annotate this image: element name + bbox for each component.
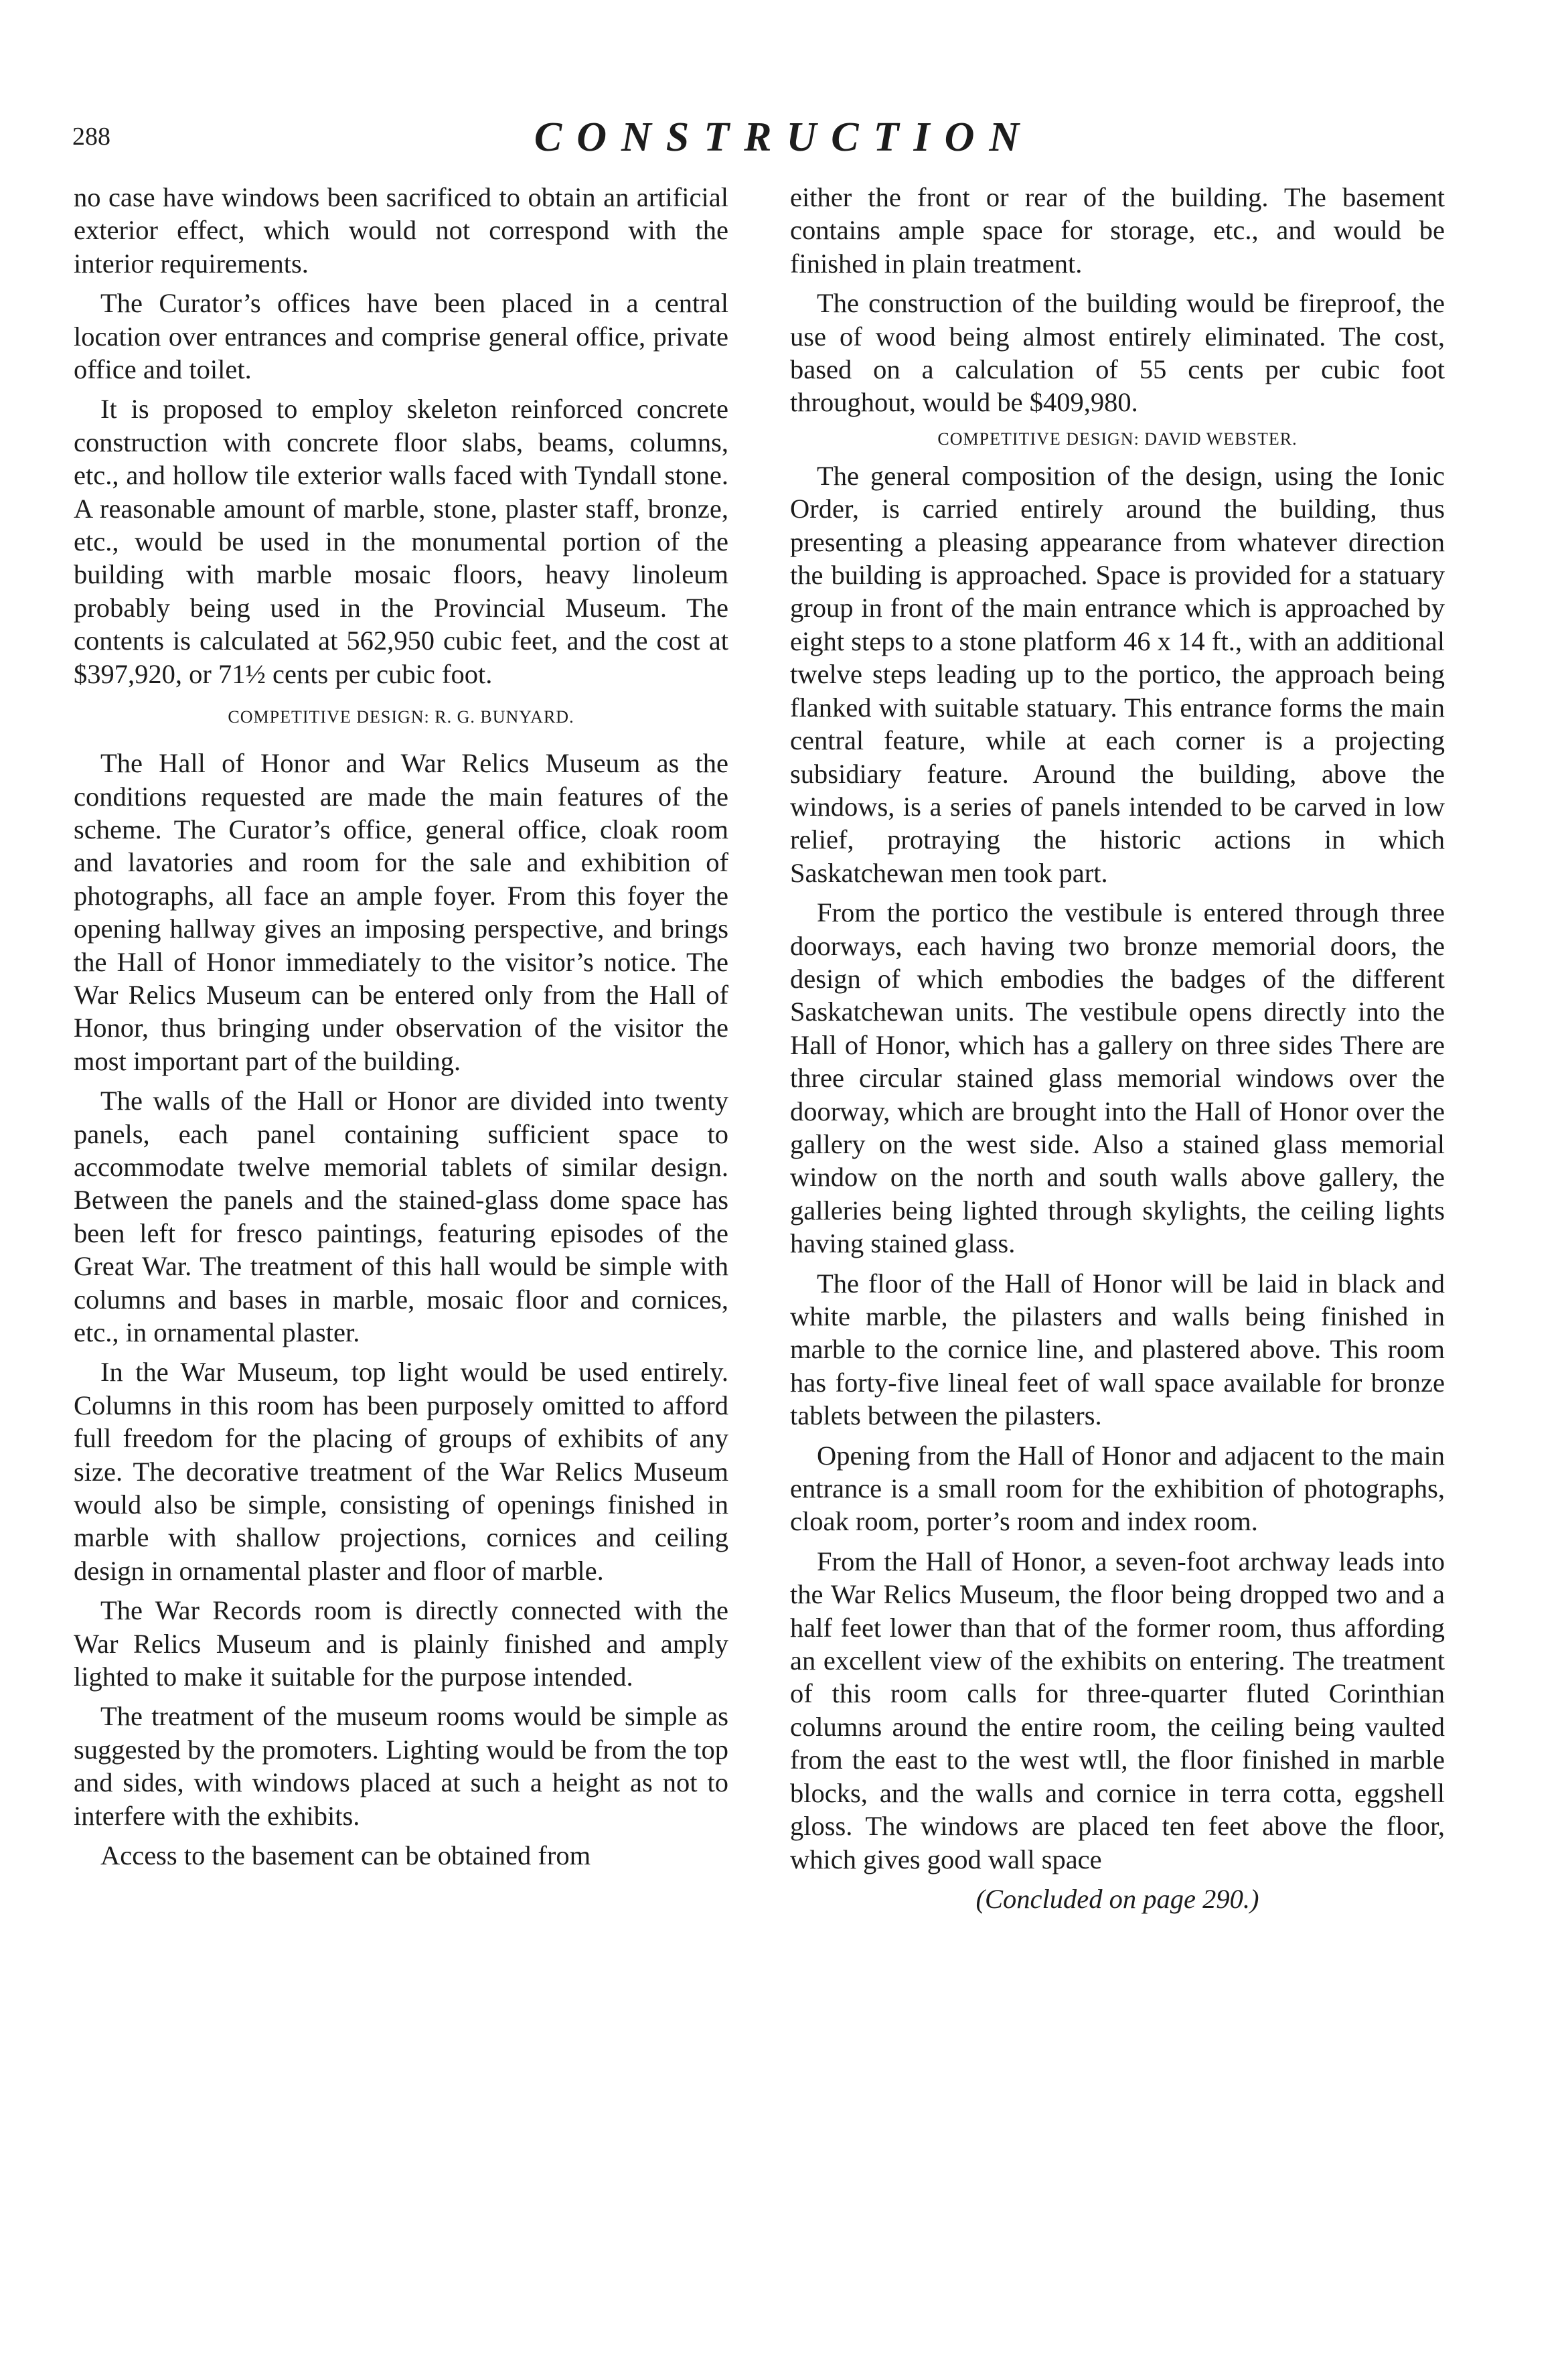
paragraph: In the War Museum, top light would be used entirely. Columns in this room has been purposely omitted to afford full freedom for the placing of groups of exhibits of any size. The decorative treatment of the War Relics Museum would also be simple, consisting of openings finished in marble with shallow projections, cornices and ceiling design in ornamental plaster and floor of marble. [74, 1357, 728, 1586]
page-number: 288 [72, 123, 110, 151]
paragraph: either the front or rear of the building. The basement contains ample space for storage, etc., and would be finished in plain treatment. [790, 182, 1445, 279]
paragraph: The walls of the Hall or Honor are divided into twenty panels, each panel containing sufficient space to accommodate twelve memorial tablets of similar design. Between the panels and the stained-glass dome space has been left for fresco paintings, featuring episodes of the Great War. The treatment of this hall would be simple with columns and bases in marble, mosaic floor and cornices, etc., in ornamental plaster. [74, 1086, 728, 1347]
paragraph: The construction of the building would be fireproof, the use of wood being almost entirely eliminated. The cost, based on a calculation of 55 cents per cubic foot throughout, would be $409,980. [790, 288, 1445, 418]
continuation-note-text: (Concluded on page 290.) [975, 1883, 1259, 1914]
paragraph: The floor of the Hall of Honor will be laid in black and white marble, the pilasters and walls being finished in marble to the cornice line, and plastered above. This room has forty-five lineal feet of wall space available for bronze tablets between the pilasters. [790, 1268, 1445, 1431]
paragraph: no case have windows been sacrificed to obtain an artificial exterior effect, which would not correspond with the interior requirements. [74, 182, 728, 279]
paragraph: The Curator’s offices have been placed in a central location over entrances and comprise general office, private office and toilet. [74, 288, 728, 385]
paragraph: The general composition of the design, using the Ionic Order, is carried entirely around the building, thus presenting a pleasing appearance from whatever direction the building is approached. Space is provided for a statuary group in front of the main entrance which is approached by eight steps to a stone platform 46 x 14 ft., with an additional twelve steps leading up to the portico, the approach being flanked with suitable statuary. This entrance forms the main central feature, while at each corner is a projecting subsidiary feature. Around the building, above the windows, is a series of panels intended to be carved in low relief, protraying the historic actions in which Saskatchewan men took part. [790, 460, 1445, 888]
right-column [790, 181, 1445, 1922]
section-heading: COMPETITIVE DESIGN: DAVID WEBSTER. [937, 429, 1298, 449]
continuation-note [790, 1883, 1445, 1915]
paragraph: Access to the basement can be obtained from [100, 1840, 591, 1871]
paragraph: From the portico the vestibule is entered through three doorways, each having two bronze memorial doors, the design of which embodies the badges of the different Saskatchewan units. The vestibule opens directly into the Hall of Honor, which has a gallery on three sides There are three circular stained glass memorial windows over the doorway, which are brought into the Hall of Honor over the gallery on the west side. Also a stained glass memorial window on the north and south walls above gallery, the galleries being lighted through skylights, the ceiling lights having stained glass. [790, 897, 1445, 1259]
running-title: CONSTRUCTION [534, 115, 1034, 160]
paragraph: From the Hall of Honor, a seven-foot archway leads into the War Relics Museum, the floor being dropped two and a half feet lower than that of the former room, thus affording an excellent view of the exhibits on entering. The treatment of this room calls for three-quarter fluted Corinthian columns around the entire room, the ceiling being vaulted from the east to the west wtll, the floor finished in marble blocks, and the walls and cornice in terra cotta, eggshell gloss. The windows are placed ten feet above the floor, which gives good wall space [790, 1546, 1445, 1874]
paragraph: It is proposed to employ skeleton reinforced concrete construction with concrete floor slabs, beams, columns, etc., and hollow tile exterior walls faced with Tyndall stone. A reasonable amount of marble, stone, plaster staff, bronze, etc., would be used in the monumental portion of the building with marble mosaic floors, heavy linoleum probably being used in the Provincial Museum. The contents is calculated at 562,950 cubic feet, and the cost at $397,920, or 71½ cents per cubic foot. [74, 394, 728, 689]
left-column [74, 181, 728, 1879]
paragraph: Opening from the Hall of Honor and adjacent to the main entrance is a small room for the exhibition of photographs, cloak room, porter’s room and index room. [790, 1440, 1445, 1537]
paragraph: The treatment of the museum rooms would be simple as suggested by the promoters. Lighting would be from the top and sides, with windows placed at such a height as not to interfere with the exhibits. [74, 1701, 728, 1831]
paragraph: The War Records room is directly connected with the War Relics Museum and is plainly finished and amply lighted to make it suitable for the purpose intended. [74, 1595, 728, 1692]
paragraph: The Hall of Honor and War Relics Museum as the conditions requested are made the main features of the scheme. The Curator’s office, general office, cloak room and lavatories and room for the sale and exhibition of photographs, all face an ample foyer. From this foyer the opening hallway gives an imposing perspective, and brings the Hall of Honor immediately to the visitor’s notice. The War Relics Museum can be entered only from the Hall of Honor, thus bringing under observation of the visitor the most important part of the building. [74, 748, 728, 1076]
section-heading: COMPETITIVE DESIGN: R. G. BUNYARD. [228, 707, 574, 727]
